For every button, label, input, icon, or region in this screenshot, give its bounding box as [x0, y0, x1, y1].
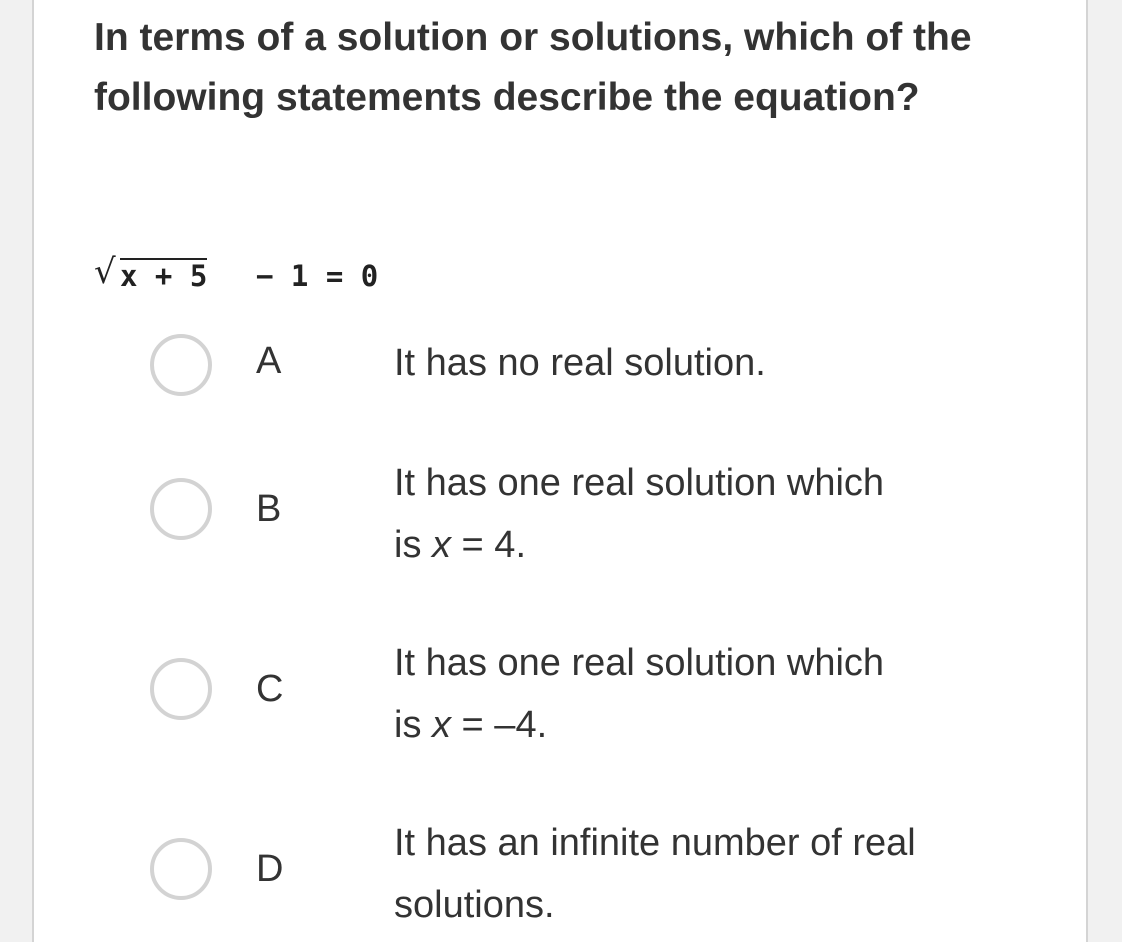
- option-c-line2-suffix: = –4.: [451, 704, 548, 746]
- equation-remainder: − 1 = 0: [256, 259, 379, 293]
- question-card: [32, 0, 1088, 942]
- option-letter-a: A: [256, 340, 282, 382]
- option-b-variable: x: [432, 524, 451, 566]
- option-d-line1: It has an infinite number of real: [394, 822, 916, 864]
- answer-option-c[interactable]: [34, 628, 1086, 758]
- option-b-line2-suffix: = 4.: [451, 524, 526, 566]
- option-c-line1: It has one real solution which: [394, 642, 885, 684]
- option-text-c: [394, 632, 994, 756]
- radio-button-d[interactable]: [150, 838, 212, 900]
- answer-option-a[interactable]: [34, 310, 1086, 440]
- option-b-line2-prefix: is: [394, 524, 432, 566]
- option-text-d: [394, 812, 994, 936]
- option-letter-b: B: [256, 488, 282, 530]
- option-a-line1: It has no real solution.: [394, 342, 766, 384]
- option-text-a: [394, 332, 994, 394]
- answer-option-d[interactable]: [34, 808, 1086, 938]
- option-b-line1: It has one real solution which: [394, 462, 885, 504]
- question-text: In terms of a solution or solutions, which of the following statements describe the equation?: [94, 16, 972, 119]
- option-c-line2-prefix: is: [394, 704, 432, 746]
- radio-button-b[interactable]: [150, 478, 212, 540]
- radio-button-a[interactable]: [150, 334, 212, 396]
- equation-radicand: x + 5: [120, 259, 208, 293]
- option-text-b: [394, 452, 994, 576]
- option-c-variable: x: [432, 704, 451, 746]
- square-root-symbol: √: [94, 252, 116, 292]
- option-letter-c: C: [256, 668, 284, 710]
- option-letter-d: D: [256, 848, 284, 890]
- radio-button-c[interactable]: [150, 658, 212, 720]
- answer-option-b[interactable]: [34, 448, 1086, 578]
- option-d-line2: solutions.: [394, 884, 555, 926]
